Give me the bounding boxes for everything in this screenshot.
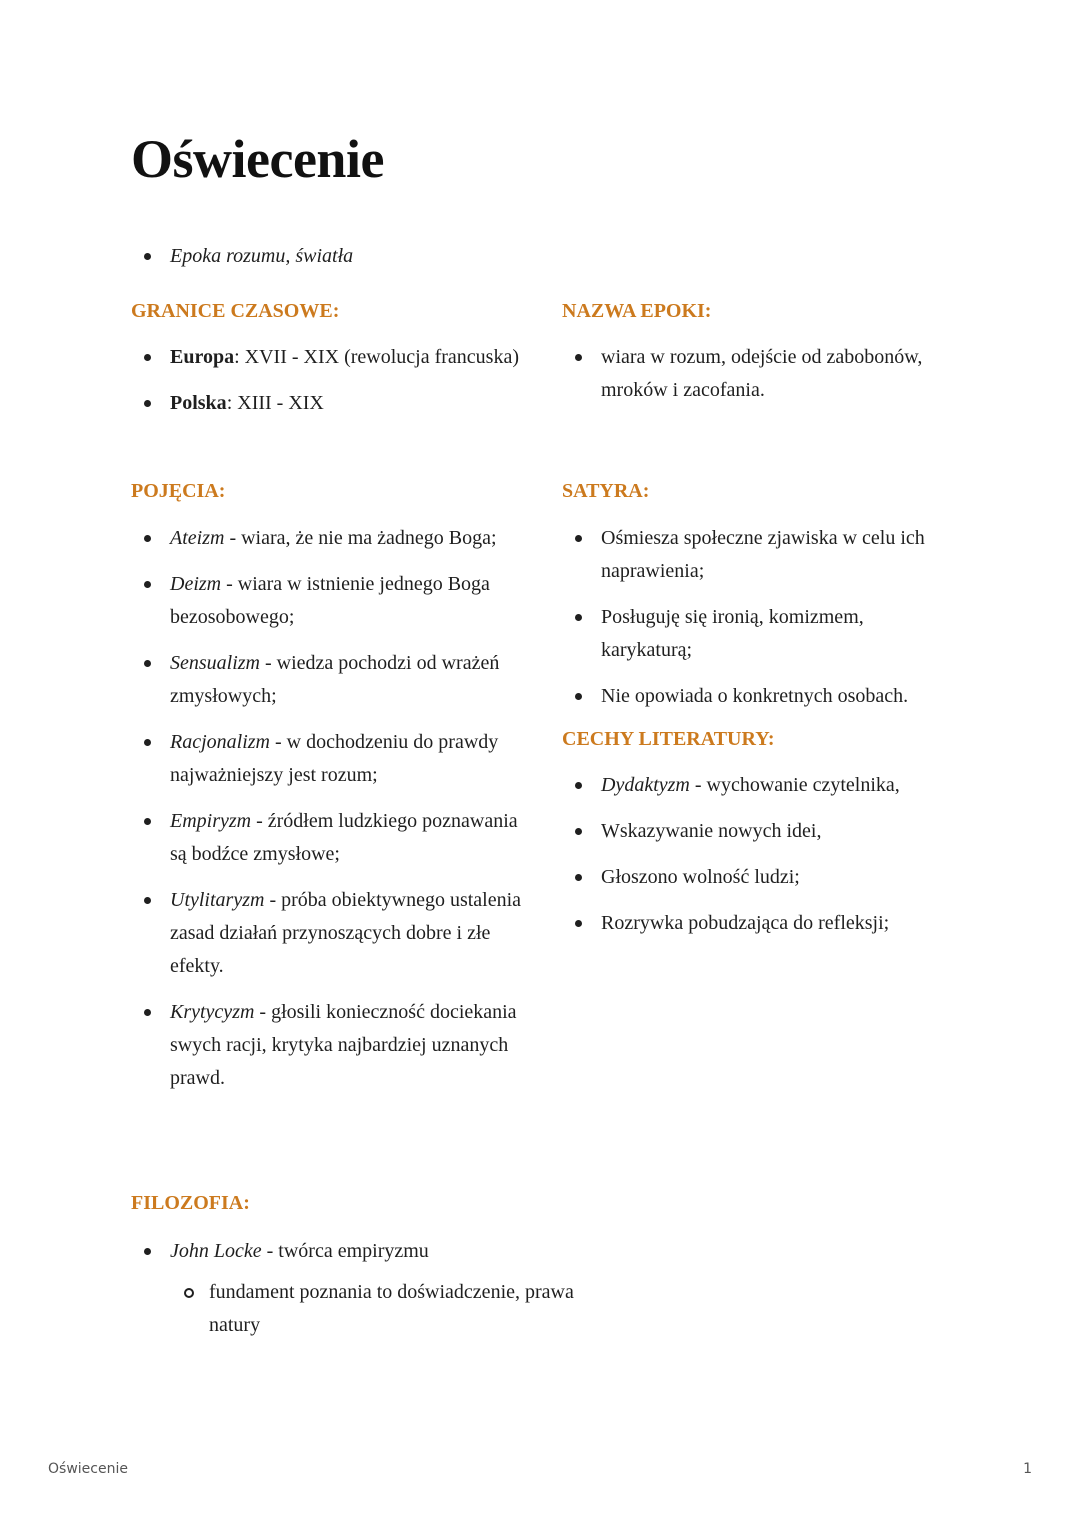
- list-item-text: Ośmiesza społeczne zjawiska w celu ich naprawienia;: [601, 527, 925, 582]
- nazwa-list: [562, 341, 962, 420]
- list-item-term: Dydaktyzm: [601, 774, 690, 796]
- list-item-term: Empiryzm: [170, 810, 252, 832]
- list-item: [131, 240, 631, 273]
- list-item: [562, 601, 947, 667]
- list-item: [131, 568, 526, 634]
- section-heading-granice: GRANICE CZASOWE:: [131, 300, 340, 322]
- list-item: [131, 387, 531, 420]
- list-item: [562, 769, 962, 802]
- intro-text: Epoka rozumu, światła: [170, 245, 354, 267]
- list-item: [562, 522, 947, 588]
- list-item-text: - w dochodzeniu do prawdy najważniejszy jest rozum;: [170, 731, 499, 786]
- list-item: [562, 815, 962, 848]
- list-item: [131, 805, 526, 871]
- cechy-list: [562, 769, 962, 953]
- list-item-text: - wiara, że nie ma żadnego Boga;: [224, 527, 497, 549]
- granice-list: [131, 341, 531, 433]
- list-item: [131, 726, 526, 792]
- list-item: [562, 341, 962, 407]
- section-heading-satyra: SATYRA:: [562, 480, 650, 502]
- list-item: [562, 907, 962, 940]
- intro-list: [131, 240, 631, 286]
- satyra-list: [562, 522, 947, 726]
- list-item: [131, 522, 526, 555]
- sub-list: [170, 1276, 611, 1342]
- list-item: [131, 884, 526, 983]
- section-heading-pojecia: POJĘCIA:: [131, 480, 226, 502]
- page-title: Oświecenie: [131, 129, 384, 189]
- page-number: 1: [1023, 1461, 1032, 1477]
- list-item-term: Polska: [170, 392, 227, 414]
- list-item-term: Europa: [170, 346, 235, 368]
- list-item-text: - wiara w istnienie jednego Boga bezosobowego;: [170, 573, 490, 628]
- list-item-term: Deizm: [170, 573, 222, 595]
- section-heading-nazwa: NAZWA EPOKI:: [562, 300, 712, 322]
- list-item-term: Utylitaryzm: [170, 889, 265, 911]
- list-item-term: Racjonalizm: [170, 731, 270, 753]
- list-item: [562, 861, 962, 894]
- list-item-text: Posługuję się ironią, komizmem, karykaturą;: [601, 606, 864, 661]
- list-item: [131, 341, 531, 374]
- pojecia-list: [131, 522, 526, 1108]
- list-item-text: Rozrywka pobudzająca do refleksji;: [601, 912, 890, 934]
- list-item-text: Wskazywanie nowych idei,: [601, 820, 822, 842]
- section-heading-filozofia: FILOZOFIA:: [131, 1192, 250, 1214]
- list-item-text: : XIII - XIX: [226, 392, 324, 414]
- list-item-text: - wiedza pochodzi od wrażeń zmysłowych;: [170, 652, 500, 707]
- sub-list-item: [170, 1276, 611, 1342]
- list-item-text: Nie opowiada o konkretnych osobach.: [601, 685, 909, 707]
- list-item-text: - wychowanie czytelnika,: [689, 774, 900, 796]
- list-item-text: Głoszono wolność ludzi;: [601, 866, 800, 888]
- list-item-text: - źródłem ludzkiego poznawania są bodźce zmysłowe;: [170, 810, 518, 865]
- list-item-text: - głosili konieczność dociekania swych racji, krytyka najbardziej uznanych prawd.: [170, 1001, 517, 1089]
- list-item-term: Ateizm: [170, 527, 225, 549]
- list-item: [131, 1235, 611, 1342]
- list-item: [562, 680, 947, 713]
- list-item-text: : XVII - XIX (rewolucja francuska): [234, 346, 519, 368]
- list-item-text: - twórca empiryzmu: [261, 1240, 429, 1262]
- filozofia-list: [131, 1235, 611, 1355]
- section-heading-cechy: CECHY LITERATURY:: [562, 728, 775, 750]
- footer-document-title: Oświecenie: [48, 1461, 128, 1477]
- list-item-text: - próba obiektywnego ustalenia zasad działań przynoszących dobre i złe efekty.: [170, 889, 522, 977]
- list-item: [131, 647, 526, 713]
- list-item-term: Krytycyzm: [170, 1001, 255, 1023]
- list-item-text: wiara w rozum, odejście od zabobonów, mroków i zacofania.: [601, 346, 923, 401]
- sub-list-item-text: fundament poznania to doświadczenie, prawa natury: [209, 1281, 574, 1336]
- list-item-term: Sensualizm: [170, 652, 260, 674]
- list-item-term: John Locke: [170, 1240, 262, 1262]
- list-item: [131, 996, 526, 1095]
